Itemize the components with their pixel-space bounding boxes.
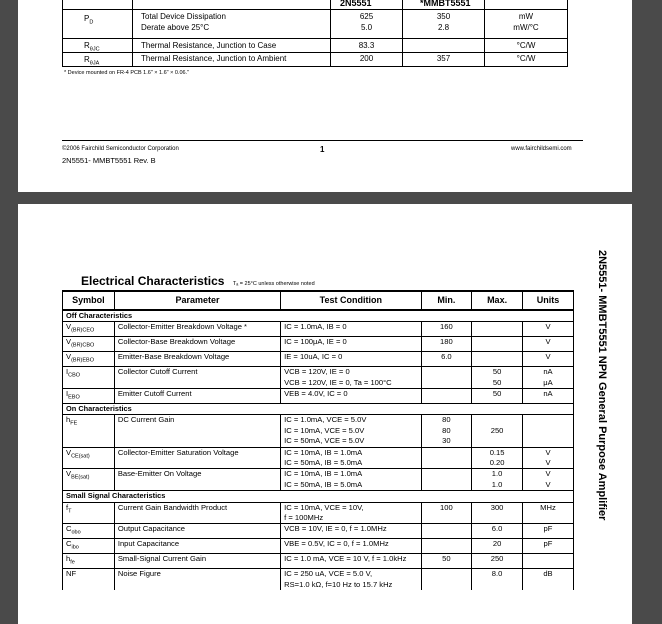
unit: mW/°C	[513, 23, 539, 32]
parameter-cell: DC Current Gain	[114, 415, 280, 447]
min-cell: 160	[421, 322, 472, 337]
symbol-pd: $P_D$	[84, 14, 94, 26]
table-row	[63, 322, 574, 337]
parameter-cell: Input Capacitance	[114, 539, 280, 554]
symbol-cell: $V_{(BR)CEO}$	[63, 322, 115, 337]
parameter-cell: Collector-Base Breakdown Voltage	[114, 337, 280, 352]
max-cell: 50 50	[472, 367, 523, 389]
symbol-cell: $C_{ibo}$	[63, 539, 115, 554]
unit-cell	[522, 554, 573, 569]
datasheet-page-1	[18, 0, 632, 192]
max-cell: 250	[472, 554, 523, 569]
min-cell	[421, 469, 472, 491]
symbol-cell: NF	[63, 569, 115, 590]
min-cell	[421, 524, 472, 539]
param-derate: Derate above 25°C	[141, 23, 210, 32]
param-thermal-ambient: Thermal Resistance, Junction to Ambient	[141, 54, 287, 63]
parameter-cell: Base-Emitter On Voltage	[114, 469, 280, 491]
table-row	[63, 524, 574, 539]
symbol-cell: $V_{CE(sat)}$	[63, 447, 115, 469]
max-cell: 300	[472, 502, 523, 524]
min-cell: 6.0	[421, 352, 472, 367]
section-label: Small Signal Characteristics	[63, 491, 574, 502]
table-header	[63, 291, 574, 310]
side-title: 2N5551- MMBT5551 NPN General Purpose Amplifier	[596, 250, 608, 521]
unit-cell: pF	[522, 524, 573, 539]
parameter-cell: Noise Figure	[114, 569, 280, 590]
value-mmbt5551: 350	[436, 12, 451, 21]
max-cell	[472, 322, 523, 337]
condition-cell: IC = 10mA, VCE = 10V, f = 100MHz	[281, 502, 421, 524]
section-title: Electrical Characteristics Tₐ = 25°C unless otherwise noted	[81, 274, 315, 288]
footer-website: www.fairchildsemi.com	[511, 146, 572, 152]
unit: °C/W	[516, 54, 536, 63]
param-total-dissipation: Total Device Dissipation	[141, 12, 226, 21]
header-max: Max.	[472, 291, 523, 310]
condition-cell: IC = 1.0mA, IB = 0	[281, 322, 421, 337]
parameter-cell: Output Capacitance	[114, 524, 280, 539]
symbol-rthjc: $R_{\theta JC}$	[84, 41, 100, 53]
symbol-cell: $V_{(BR)EBO}$	[63, 352, 115, 367]
col-header-2n5551: 2N5551	[340, 0, 372, 8]
value-2n5551: 625	[359, 12, 374, 21]
condition-cell: IC = 10mA, IB = 1.0mA IC = 50mA, IB = 5.0mA	[281, 447, 421, 469]
unit: mW	[518, 12, 534, 21]
table-row	[63, 415, 574, 447]
footer-copyright: ©2006 Fairchild Semiconductor Corporation	[62, 146, 179, 152]
condition-cell: IE = 10uA, IC = 0	[281, 352, 421, 367]
min-cell: 50	[421, 554, 472, 569]
symbol-cell: $V_{BE(sat)}$	[63, 469, 115, 491]
min-cell	[421, 388, 472, 403]
symbol-cell: $C_{obo}$	[63, 524, 115, 539]
header-units: Units	[522, 291, 573, 310]
table-row	[63, 554, 574, 569]
max-cell: 6.0	[472, 524, 523, 539]
table-row	[63, 388, 574, 403]
min-cell: 100	[421, 502, 472, 524]
table-row	[63, 469, 574, 491]
unit-cell: V	[522, 322, 573, 337]
max-cell: 1.0 1.0	[472, 469, 523, 491]
section-label: Off Characteristics	[63, 310, 574, 322]
condition-cell: IC = 250 uA, VCE = 5.0 V, RS=1.0 kΩ, f=10 Hz to 15.7 kHz	[281, 569, 421, 590]
header-min: Min.	[421, 291, 472, 310]
symbol-cell: $h_{FE}$	[63, 415, 115, 447]
condition-cell: VCB = 120V, IE = 0 VCB = 120V, IE = 0, Ta = 100°C	[281, 367, 421, 389]
min-cell	[421, 569, 472, 590]
condition-cell: VEB = 4.0V, IC = 0	[281, 388, 421, 403]
unit-cell: MHz	[522, 502, 573, 524]
value-2n5551: 83.3	[358, 41, 375, 50]
section-row	[63, 403, 574, 414]
value-2n5551: 5.0	[360, 23, 373, 32]
parameter-cell: Collector Cutoff Current	[114, 367, 280, 389]
max-cell: 20	[472, 539, 523, 554]
min-cell	[421, 447, 472, 469]
unit: °C/W	[516, 41, 536, 50]
max-cell	[472, 352, 523, 367]
table-row	[63, 447, 574, 469]
col-header-mmbt5551: *MMBT5551	[420, 0, 471, 8]
header-test-condition: Test Condition	[281, 291, 421, 310]
parameter-cell: Emitter Cutoff Current	[114, 388, 280, 403]
max-cell	[472, 337, 523, 352]
unit-cell: nA μA	[522, 367, 573, 389]
unit-cell: pF	[522, 539, 573, 554]
header-parameter: Parameter	[114, 291, 280, 310]
section-row	[63, 310, 574, 322]
parameter-cell: Current Gain Bandwidth Product	[114, 502, 280, 524]
min-cell: 180	[421, 337, 472, 352]
condition-cell: IC = 100μA, IE = 0	[281, 337, 421, 352]
table-row	[63, 539, 574, 554]
table-row	[63, 367, 574, 389]
table-row	[63, 337, 574, 352]
unit-cell: V V	[522, 447, 573, 469]
unit-cell: V V	[522, 469, 573, 491]
parameter-cell: Emitter-Base Breakdown Voltage	[114, 352, 280, 367]
symbol-cell: $h_{fe}$	[63, 554, 115, 569]
table-row	[63, 502, 574, 524]
symbol-cell: $I_{CBO}$	[63, 367, 115, 389]
unit-cell: nA	[522, 388, 573, 403]
unit-cell: dB	[522, 569, 573, 590]
min-cell	[421, 539, 472, 554]
section-label: On Characteristics	[63, 403, 574, 414]
unit-cell	[522, 415, 573, 447]
param-thermal-case: Thermal Resistance, Junction to Case	[141, 41, 277, 50]
footnote: * Device mounted on FR-4 PCB 1.6" × 1.6" × 0.06."	[64, 70, 190, 76]
min-cell	[421, 367, 472, 389]
max-cell: 50	[472, 388, 523, 403]
parameter-cell: Collector-Emitter Saturation Voltage	[114, 447, 280, 469]
condition-cell: IC = 1.0mA, VCE = 5.0V IC = 10mA, VCE = 5.0V IC = 50mA, VCE = 5.0V	[281, 415, 421, 447]
max-cell: 0.15 0.20	[472, 447, 523, 469]
symbol-cell: $I_{EBO}$	[63, 388, 115, 403]
condition-cell: VCB = 10V, IE = 0, f = 1.0MHz	[281, 524, 421, 539]
condition-cell: IC = 10mA, IB = 1.0mA IC = 50mA, IB = 5.0mA	[281, 469, 421, 491]
condition-cell: IC = 1.0 mA, VCE = 10 V, f = 1.0kHz	[281, 554, 421, 569]
unit-cell: V	[522, 352, 573, 367]
table-row	[63, 352, 574, 367]
condition-cell: VBE = 0.5V, IC = 0, f = 1.0MHz	[281, 539, 421, 554]
symbol-cell: $f_T$	[63, 502, 115, 524]
electrical-characteristics-table	[62, 290, 574, 590]
header-symbol: Symbol	[63, 291, 115, 310]
table-row	[63, 569, 574, 590]
parameter-cell: Collector-Emitter Breakdown Voltage *	[114, 322, 280, 337]
min-cell: 80 80 30	[421, 415, 472, 447]
max-cell: 250	[472, 415, 523, 447]
section-row	[63, 491, 574, 502]
unit-cell: V	[522, 337, 573, 352]
value-mmbt5551: 357	[436, 54, 451, 63]
page-number: 1	[320, 145, 325, 154]
value-mmbt5551: 2.8	[437, 23, 450, 32]
max-cell: 8.0	[472, 569, 523, 590]
symbol-cell: $V_{(BR)CBO}$	[63, 337, 115, 352]
footer-revision: 2N5551- MMBT5551 Rev. B	[62, 156, 156, 165]
parameter-cell: Small-Signal Current Gain	[114, 554, 280, 569]
symbol-rthja: $R_{\theta JA}$	[84, 55, 100, 67]
value-2n5551: 200	[359, 54, 374, 63]
